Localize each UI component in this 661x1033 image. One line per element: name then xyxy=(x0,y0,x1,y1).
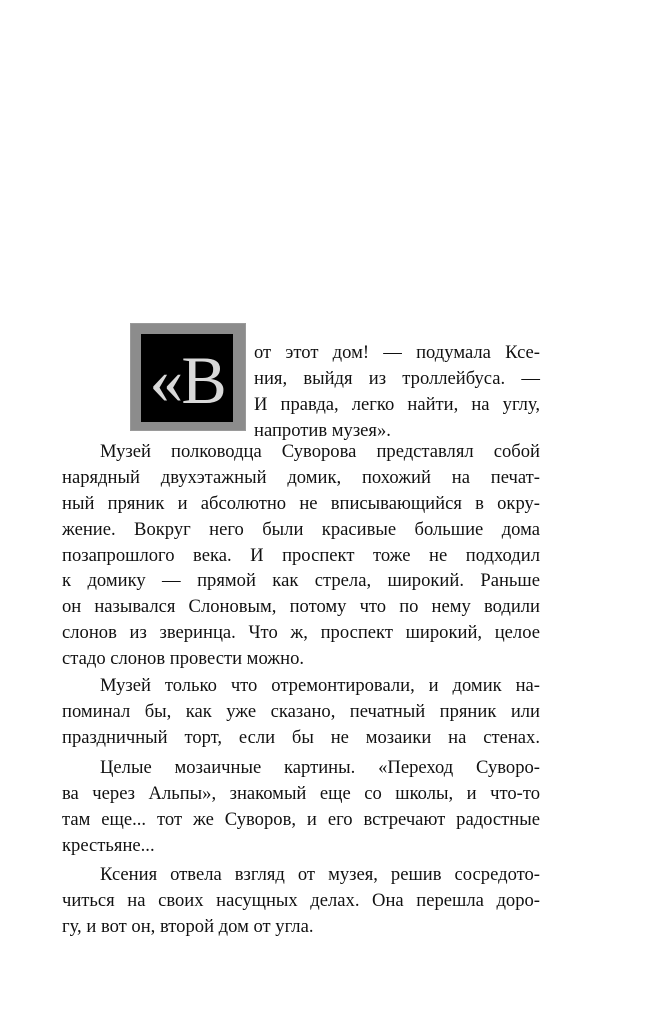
dropcap-frame xyxy=(131,324,245,430)
paragraph-line: крестьяне... xyxy=(62,834,155,856)
intro-line: от этот дом! — подумала Ксе- xyxy=(254,342,540,363)
paragraph-line: жение. Вокруг него были красивые большие дома xyxy=(62,518,540,540)
paragraph-line: читься на своих насущных делах. Она перешла доро- xyxy=(62,889,540,911)
paragraph-line: Музей только что отремонтировали, и домик на- xyxy=(100,675,540,696)
intro-line: ния, выйдя из троллейбуса. — xyxy=(254,367,540,389)
paragraph-line: Целые мозаичные картины. «Переход Суворо- xyxy=(100,757,540,778)
paragraph-line: ва через Альпы», знакомый еще со школы, и что-то xyxy=(62,782,540,804)
paragraph-line: праздничный торт, если бы не мозаики на стенах. xyxy=(62,726,540,748)
paragraph-line: гу, и вот он, второй дом от угла. xyxy=(62,915,314,937)
paragraph-line: к домику — прямой как стрела, широкий. Раньше xyxy=(62,570,540,592)
dropcap-letter: «В xyxy=(149,342,225,418)
paragraph-line: он назывался Слоновым, потому что по нему водили xyxy=(62,596,540,618)
intro-line: И правда, легко найти, на углу, xyxy=(254,393,540,415)
paragraph-2 xyxy=(62,673,540,751)
intro-text xyxy=(254,340,540,444)
paragraph-line: поминал бы, как уже сказано, печатный пряник или xyxy=(62,700,540,722)
paragraph-4 xyxy=(62,862,540,940)
paragraph-line: позапрошлого века. И проспект тоже не подходил xyxy=(62,544,540,566)
paragraph-line: слонов из зверинца. Что ж, проспект широкий, целое xyxy=(62,622,540,644)
paragraph-line: Музей полководца Суворова представлял собой xyxy=(100,441,540,462)
paragraph-line: Ксения отвела взгляд от музея, решив сосредото- xyxy=(100,864,540,885)
dropcap-box xyxy=(141,334,233,422)
paragraph-line: нарядный двухэтажный домик, похожий на печат- xyxy=(62,466,540,488)
intro-line: напротив музея». xyxy=(254,419,391,441)
paragraph-3 xyxy=(62,755,540,859)
paragraph-line: ный пряник и абсолютно не вписывающийся в окру- xyxy=(62,492,540,514)
paragraph-line: стадо слонов провести можно. xyxy=(62,648,305,670)
paragraph-1 xyxy=(62,439,540,672)
paragraph-line: там еще... тот же Суворов, и его встречают радостные xyxy=(62,808,540,830)
